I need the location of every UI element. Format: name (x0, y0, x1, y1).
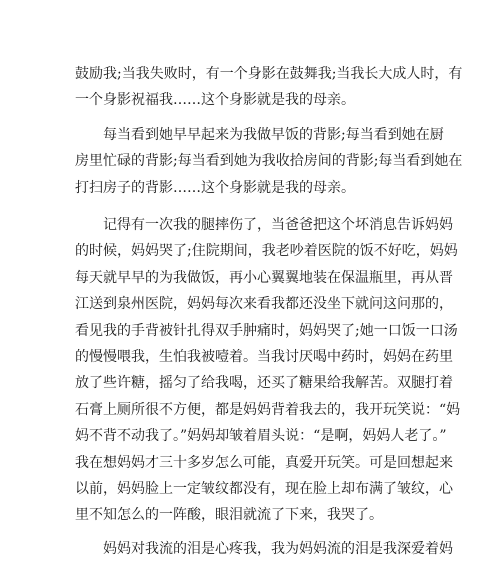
text-line: 看见我的手背被针扎得双手肿痛时，妈妈哭了;她一口饭一口汤 (75, 322, 458, 339)
text-line: 一个身影祝福我……这个身影就是我的母亲。 (75, 92, 355, 109)
text-line: 房里忙碌的背影;每当看到她为我收拾房间的背影;每当看到她在 (75, 153, 463, 170)
text-line: 我在想妈妈才三十多岁怎么可能，真爱开玩笑。可是回想起来 (75, 454, 453, 471)
text-line: 妈妈对我流的泪是心疼我，我为妈妈流的泪是我深爱着妈 (103, 541, 453, 557)
text-line: 以前，妈妈脸上一定皱纹都没有，现在脸上却布满了皱纹，心 (75, 480, 453, 497)
paragraph-2 (75, 122, 463, 201)
text-line: 的慢慢喂我，生怕我被噎着。当我讨厌喝中药时，妈妈在药里 (75, 348, 453, 365)
text-line: 妈不背不动我了。”妈妈却皱着眉头说：“是啊，妈妈人老了。” (75, 428, 447, 445)
text-line: 放了些许糖，摇匀了给我喝，还买了糖果给我解苦。双腿打着 (75, 375, 453, 392)
text-line: 记得有一次我的腿摔伤了，当爸爸把这个坏消息告诉妈妈 (103, 217, 453, 233)
paragraph-1 (75, 61, 463, 114)
text-line: 里不知怎么的一阵酸，眼泪就流了下来，我哭了。 (75, 507, 383, 524)
text-line: 的时候，妈妈哭了;住院期间，我老吵着医院的饭不好吃，妈妈 (75, 243, 458, 260)
text-line: 江送到泉州医院，妈妈每次来看我都还没坐下就问这问那的， (75, 296, 453, 313)
text-line: 每当看到她早早起来为我做早饭的背影;每当看到她在厨 (103, 127, 444, 143)
paragraph-3 (75, 212, 461, 529)
text-line: 打扫房子的背影……这个身影就是我的母亲。 (75, 179, 355, 196)
text-line: 鼓励我;当我失败时，有一个身影在鼓舞我;当我长大成人时，有 (75, 66, 463, 82)
paragraph-4 (75, 536, 453, 562)
text-line: 每天就早早的为我做饭，再小心翼翼地装在保温瓶里，再从晋 (75, 269, 453, 286)
text-line: 石膏上厕所很不方便，都是妈妈背着我去的，我开玩笑说：“妈 (75, 401, 461, 418)
